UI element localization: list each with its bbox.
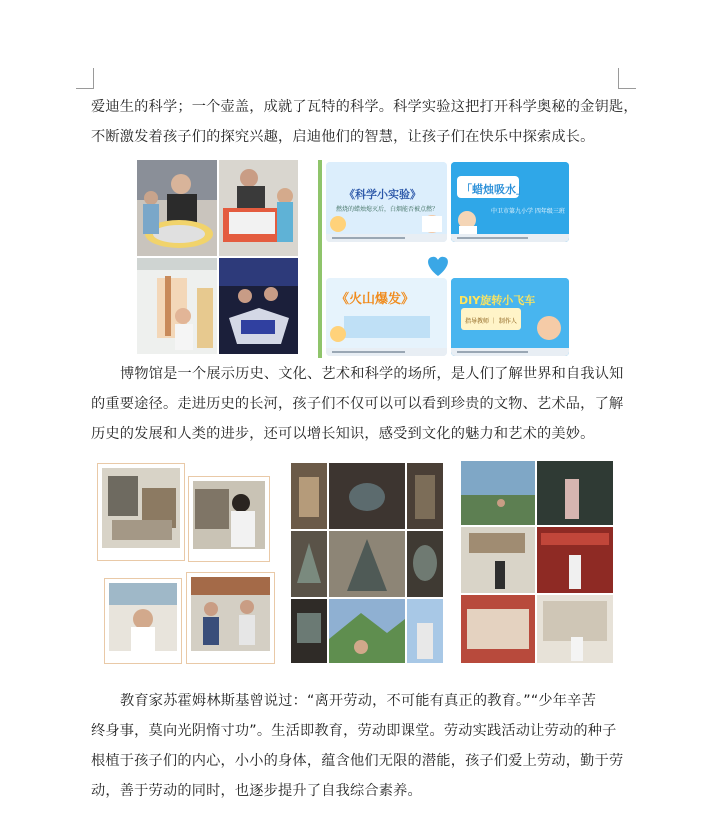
photo-science-exhibit-4 [219,258,298,354]
paragraph-science [91,92,638,152]
text-line: 不断激发着孩子们的探究兴趣，启迪他们的智慧，让孩子们在快乐中探索成长。 [91,129,595,145]
text-line: 教育家苏霍姆林斯基曾说过：“离开劳动，不可能有真正的教育。”“少年辛苦 [120,693,596,709]
video-card-1[interactable] [326,162,447,242]
heart-icon [424,254,452,278]
video-progress-bar[interactable] [326,234,447,242]
photo-museum-framed-2 [188,476,270,562]
photo-science-exhibit-1 [137,160,217,256]
text-line: 动，善于劳动的同时，也逐步提升了自我综合素养。 [91,783,422,799]
text-line: 根植于孩子们的内心，小小的身体，蕴含他们无限的潜能，孩子们爱上劳动，勤于劳 [91,753,624,769]
photo-museum-framed-4 [186,572,275,664]
video-card-title: 「蜡烛吸水」 [461,183,527,196]
photo-museum-framed-3 [104,578,182,664]
photo-museum-visits-grid [461,461,613,663]
video-progress-bar[interactable] [326,348,447,356]
text-line: 爱迪生的科学；一个壶盖，成就了瓦特的科学。科学实验这把打开科学奥秘的金钥匙， [91,99,638,115]
photo-science-exhibit-3 [137,258,217,354]
video-card-4[interactable] [451,278,569,356]
photo-museum-artifacts-grid [291,463,443,663]
video-card-subtitle: 燃烧的蜡烛熄灭后，白烟能否被点燃？ [336,206,439,213]
photo-museum-framed-1 [97,463,185,561]
crop-mark-top-left [76,68,94,89]
text-line: 历史的发展和人类的进步，还可以增长知识，感受到文化的魅力和艺术的美妙。 [91,426,595,442]
crop-mark-top-right [618,68,636,89]
video-card-2[interactable] [451,162,569,242]
video-progress-bar[interactable] [451,234,569,242]
text-line: 的重要途径。走进历史的长河，孩子们不仅可以可以看到珍贵的文物、艺术品，了解 [91,396,624,412]
video-card-title: 《火山爆发》 [336,292,415,307]
video-card-subtitle: 中卫市第九小学 四年级三班 [491,208,565,215]
video-progress-bar[interactable] [451,348,569,356]
video-card-subtitle: 指导教师 ｜ 制作人 [465,318,517,325]
text-line: 终身事，莫向光阴惰寸功”。生活即教育，劳动即课堂。劳动实践活动让劳动的种子 [91,723,617,739]
video-card-title: DIY旋转小飞车 [459,294,536,307]
paragraph-museum [91,359,624,449]
paragraph-labor [91,686,624,806]
video-card-3[interactable] [326,278,447,356]
text-line: 博物馆是一个展示历史、文化、艺术和科学的场所，是人们了解世界和自我认知 [120,366,624,382]
video-card-title: 《科学小实验》 [344,188,421,201]
photo-science-exhibit-2 [219,160,298,256]
